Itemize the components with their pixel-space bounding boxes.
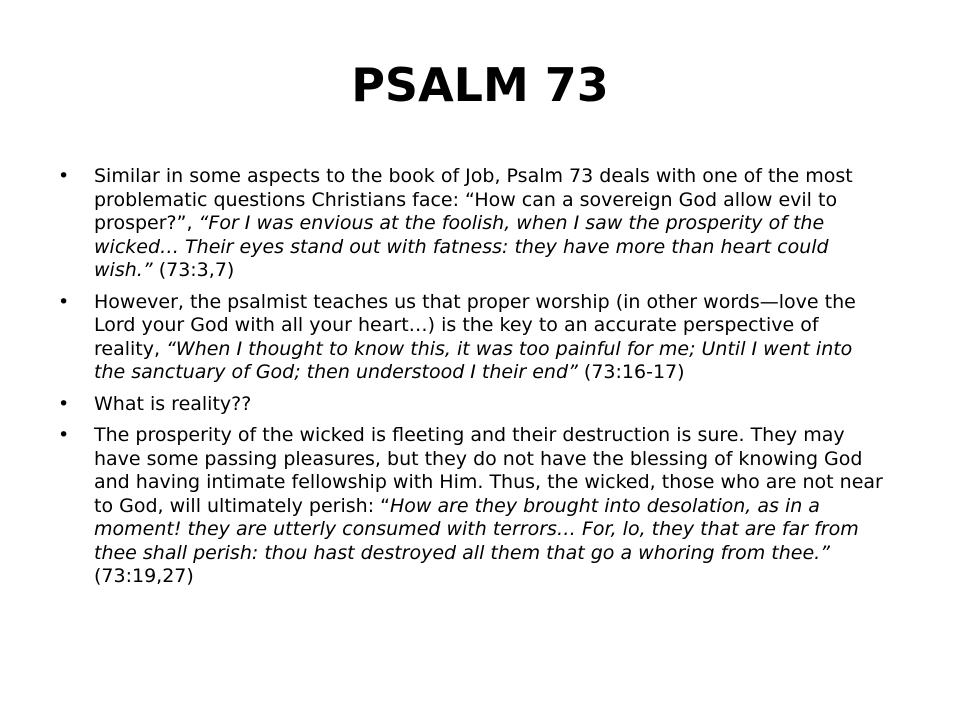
bullet-icon: • [58,424,70,446]
bullet-quote: “When I thought to know this, it was too painful for me; Until I went into the sanctuary of God; then understood I their end” [94,337,853,383]
bullet-text: What is reality?? [94,392,252,415]
slide-title: PSALM 73 [351,58,609,112]
bullet-icon: • [58,165,70,187]
bullet-item [58,291,888,385]
bullet-text: Similar in some aspects to the book of Job, Psalm 73 deals with one of the most problematic questions Christians face: “How can a sovereign God allow evil to prosper?”, [94,165,853,234]
bullet-text: The prosperity of the wicked is fleeting and their destruction is sure. They may have some passing pleasures, but they do not have the blessing of knowing God and having intimate fellowship with Him. Thus, the wicked, those who are not near to God, will ultimately perish: “ [94,424,883,517]
bullet-icon: • [58,392,70,415]
bullet-item [58,393,888,417]
bullet-item [58,165,888,283]
bullet-reference: (73:3,7) [152,259,235,281]
bullet-reference: (73:16-17) [577,361,685,383]
bullet-list [58,165,888,597]
bullet-reference: (73:19,27) [94,565,194,587]
bullet-quote: How are they brought into desolation, as in a moment! they are utterly consumed with terrors… For, lo, they that are far from thee shall perish: thou hast destroyed all them that go a whoring from thee.” [94,494,859,564]
bullet-quote: “For I was envious at the foolish, when I saw the prosperity of the wicked… Their eyes stand out with fatness: they have more than heart could wish.” [94,212,829,281]
bullet-text: However, the psalmist teaches us that proper worship (in other words—love the Lord your God with all your heart…) is the key to an accurate perspective of reality, [94,290,856,360]
bullet-item [58,424,888,589]
bullet-icon: • [58,290,70,313]
